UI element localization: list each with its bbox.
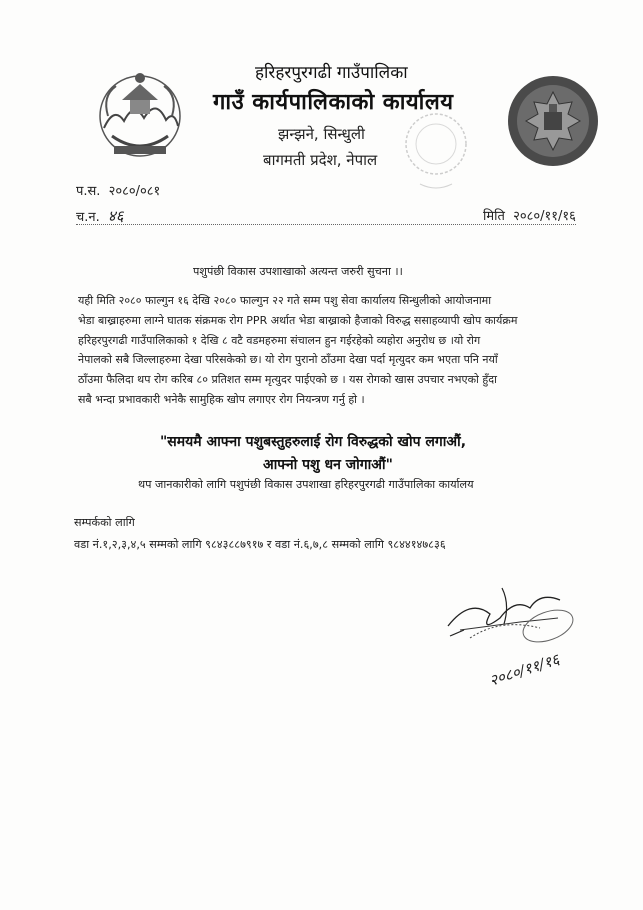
address-line-2: बागमती प्रदेश, नेपाल: [263, 151, 378, 169]
municipality-seal-icon: [506, 74, 600, 168]
paragraph-line: हरिहरपुरगढी गाउँपालिकाको १ देखि ८ वटै वडमहरुमा संचालन हुन गईरहेको व्यहोरा अनुरोध छ ।यो रोग: [78, 333, 481, 347]
letter-date: [483, 206, 576, 224]
quote-line-1: "समयमै आफ्ना पशुबस्तुहरुलाई रोग विरुद्धको खोप लगाऔं,: [160, 434, 467, 450]
quote-line-2: आफ्नो पशु धन जोगाऔं": [263, 457, 393, 473]
cn-reference: [76, 206, 124, 226]
notice-subject: पशुपंछी विकास उपशाखाको अत्यन्त जरुरी सुचना ।।: [193, 265, 403, 278]
office-name: गाउँ कार्यपालिकाको कार्यालय: [213, 90, 454, 115]
date-value: २०८०/११/१६: [513, 209, 576, 224]
paragraph-line: सबै भन्दा प्रभावकारी भनेकै सामुहिक खोप लगाएर रोग नियन्त्रण गर्नु हो ।: [78, 392, 365, 406]
paragraph-line: यही मिति २०८० फाल्गुन १६ देखि २०८० फाल्गुन २२ गते सम्म पशु सेवा कार्यालय सिन्धुलीको आयोजनामा: [78, 294, 492, 307]
paragraph-line: ठाँउमा फैलिदा थप रोग करिब ८० प्रतिशत सम्म मृत्युदर पाईएको छ । यस रोगको खास उपचार नभएको हुँदा: [78, 373, 497, 387]
paragraph-line: भेडा बाख्राहरुमा लाग्ने घातक संक्रमक रोग PPR अर्थात भेडा बाख्राको हैजाको विरुद्ध ससाहव्यापी खोप कार्यक्रम: [78, 313, 518, 327]
reference-divider: [76, 224, 576, 225]
paragraph-line: नेपालको सबै जिल्लाहरुमा देखा परिसकेको छ। यो रोग पुरानो ठाँउमा देखा पर्दा मृत्युदर कम भएता पनि नयाँ: [78, 353, 498, 367]
more-info-line: थप जानकारीको लागि पशुपंछी विकास उपशाखा हरिहरपुरगढी गाउँपालिका कार्यालय: [138, 478, 474, 491]
address-line-1: झन्झने, सिन्धुली: [278, 125, 365, 143]
contact-line: वडा नं.१,२,३,४,५ सम्मको लागि ९८४३८८७९१७ र वडा नं.६,७,८ सम्मको लागि ९८४४१४७८३६: [74, 538, 446, 551]
cn-value: ४६: [107, 207, 124, 225]
municipality-name: हरिहरपुरगढी गाउँपालिका: [255, 63, 408, 83]
ps-reference: [76, 181, 160, 199]
nepal-government-emblem-icon: [94, 66, 186, 162]
ps-value: २०८०/०८१: [108, 184, 161, 199]
contact-heading: सम्पर्कको लागि: [74, 516, 135, 529]
ps-label: प.स.: [76, 184, 101, 199]
date-label: मिति: [483, 209, 505, 224]
signature-date: २०८०/११/१६: [486, 650, 562, 690]
notice-paragraph: [78, 291, 588, 410]
cn-label: च.न.: [76, 210, 100, 225]
faint-stamp-mark: [400, 104, 472, 196]
